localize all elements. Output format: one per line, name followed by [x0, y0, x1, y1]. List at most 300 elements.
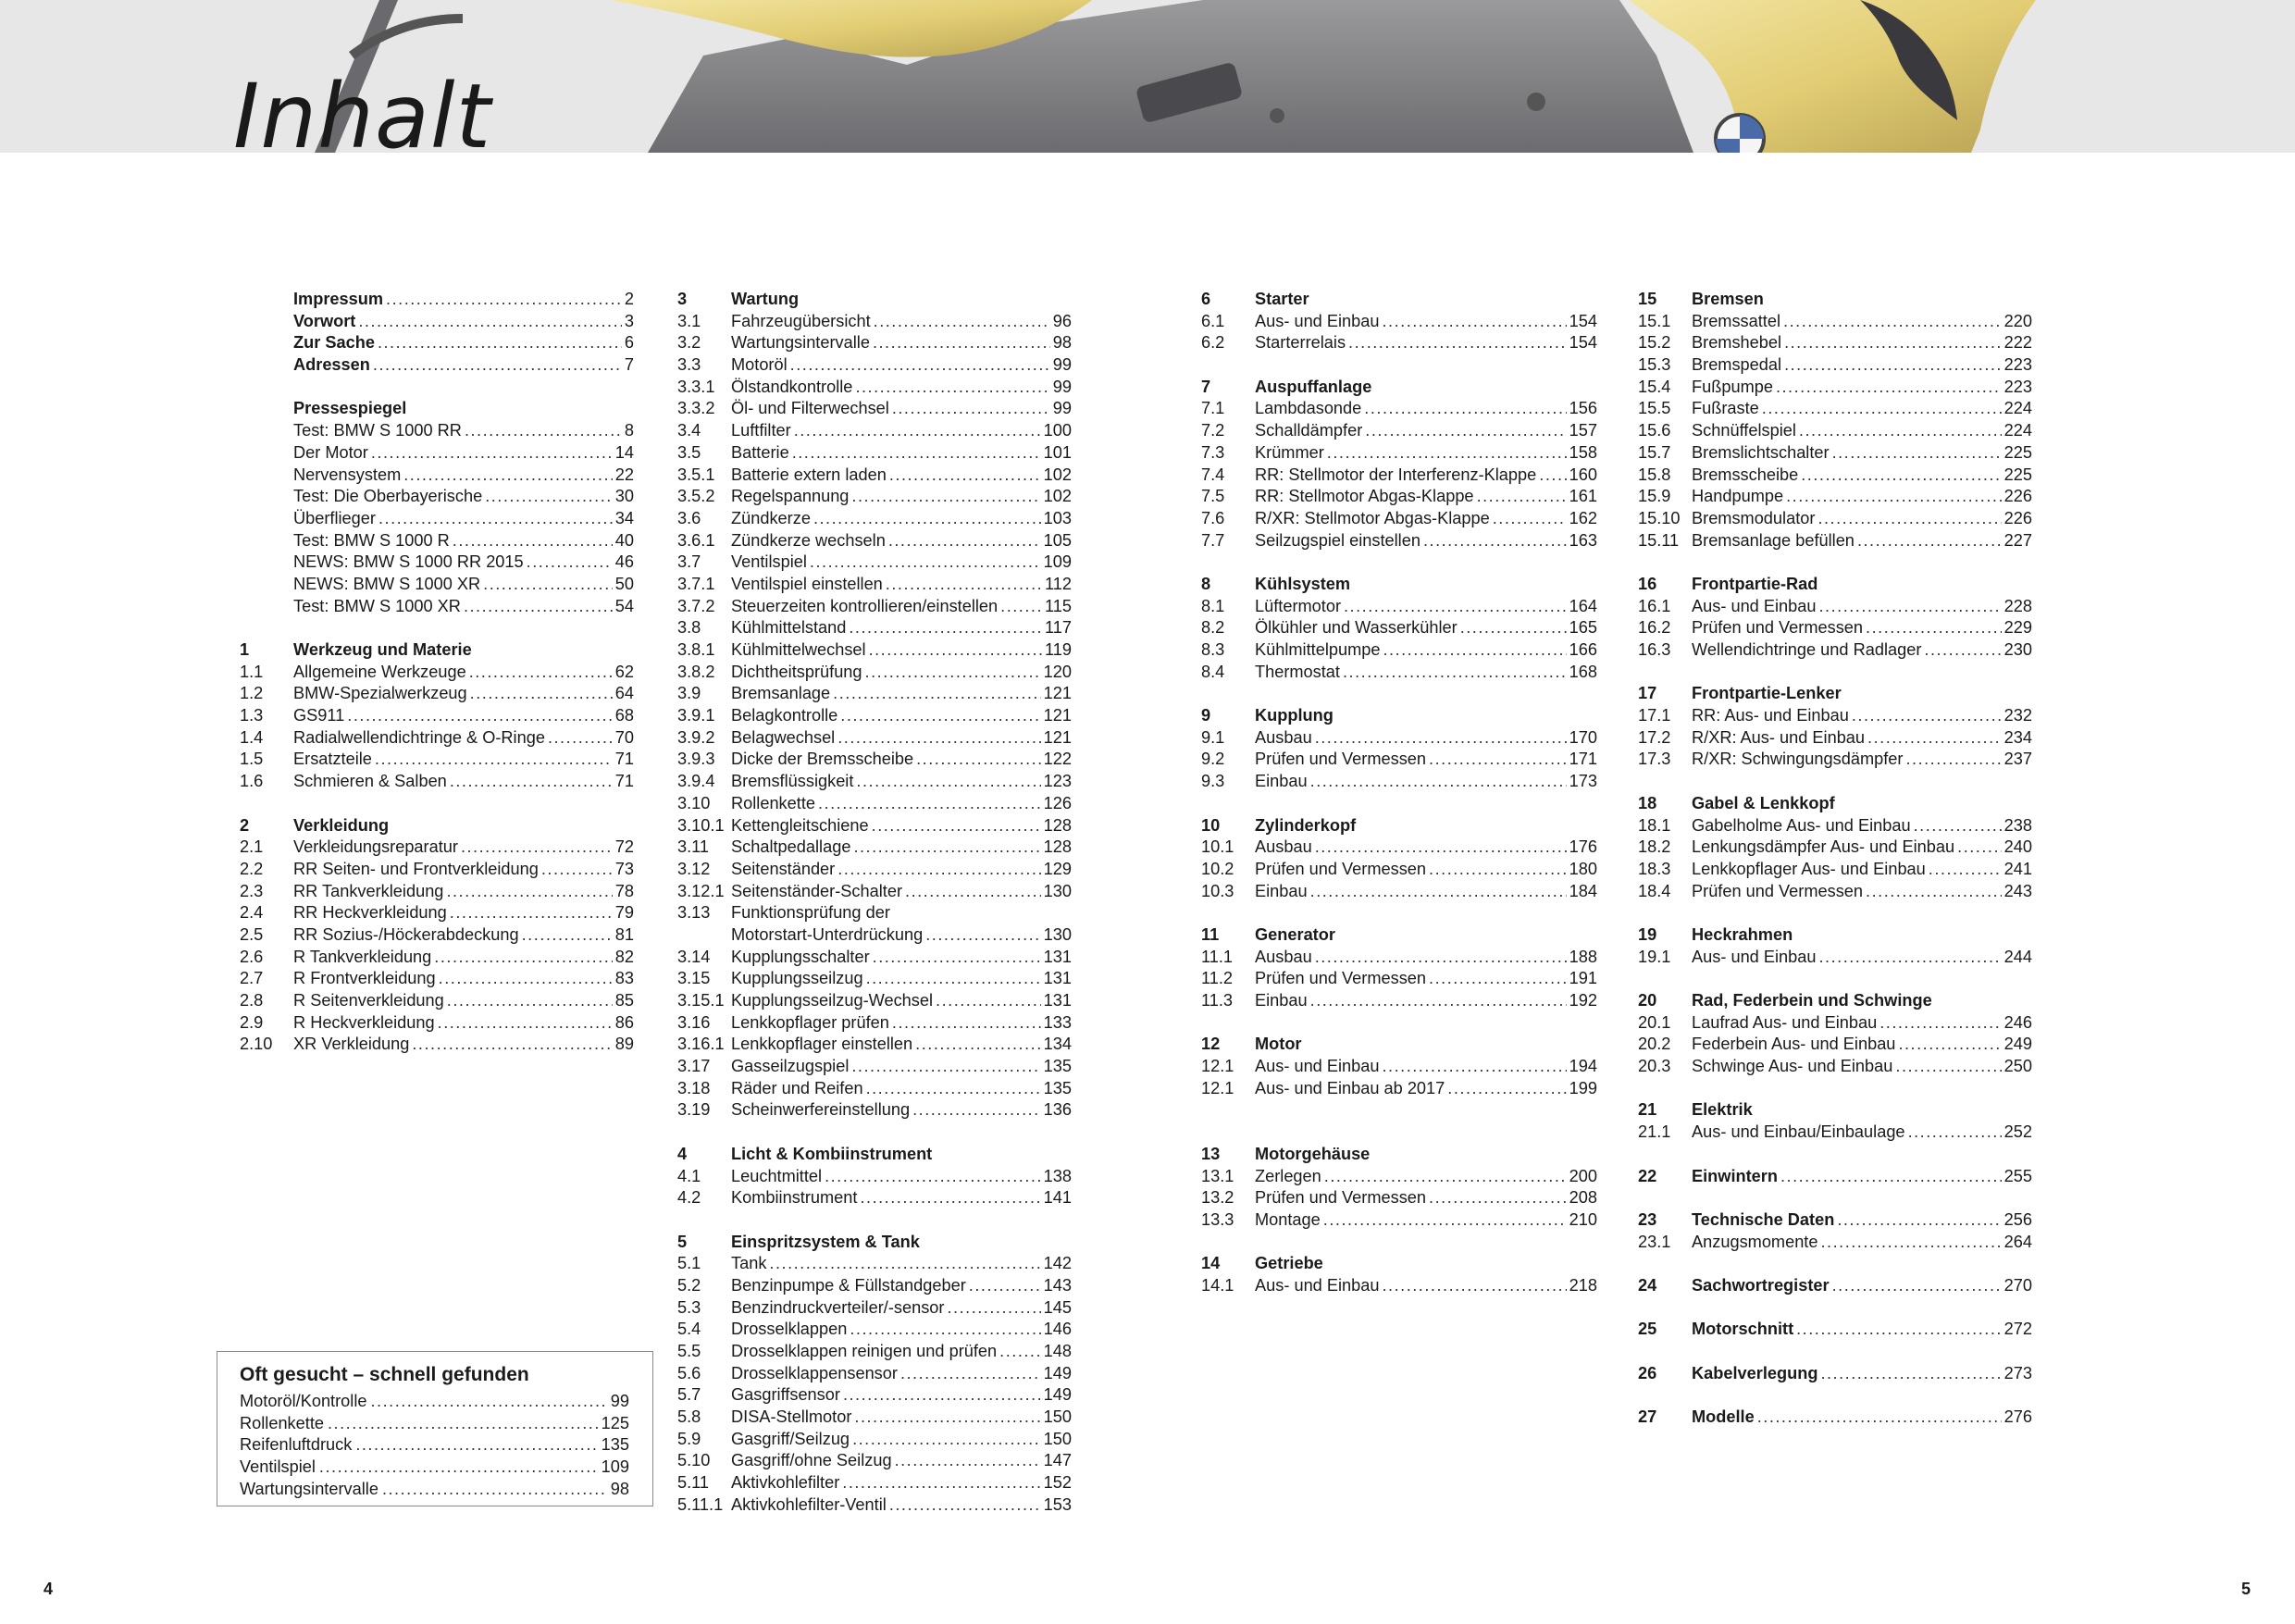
dot-leader — [892, 398, 1050, 420]
quick-reference-item[interactable] — [240, 1434, 629, 1457]
toc-entry[interactable] — [1201, 1078, 1597, 1100]
toc-page-number: 168 — [1569, 662, 1597, 681]
toc-title: Luftfilter — [731, 421, 791, 440]
toc-entry[interactable] — [1638, 947, 2032, 969]
quick-reference-item[interactable] — [240, 1413, 629, 1435]
toc-title: Einbau — [1255, 991, 1308, 1010]
toc-entry[interactable] — [240, 947, 634, 969]
toc-title: Zündkerze — [731, 508, 811, 527]
toc-entry[interactable] — [1638, 617, 2032, 639]
toc-page-number: 121 — [1043, 684, 1072, 703]
toc-entry[interactable] — [1638, 837, 2032, 859]
toc-entry[interactable] — [1201, 1275, 1597, 1297]
toc-title: Motorstart-Unterdrückung — [731, 924, 924, 944]
toc-title: Sachwortregister — [1692, 1275, 1830, 1295]
quick-reference-title: Oft gesucht – schnell gefunden — [240, 1364, 529, 1385]
dot-leader — [1852, 705, 2002, 727]
toc-page-number: 276 — [2003, 1407, 2032, 1427]
toc-entry[interactable] — [1638, 508, 2032, 530]
toc-number: 3.14 — [677, 947, 711, 966]
toc-page-number: 234 — [2003, 727, 2032, 747]
toc-entry[interactable] — [240, 465, 634, 487]
toc-page-number: 73 — [614, 859, 634, 878]
toc-number: 15.2 — [1638, 333, 1671, 353]
toc-entry[interactable] — [1201, 968, 1597, 990]
toc-entry[interactable] — [677, 465, 1072, 487]
toc-entry[interactable] — [677, 1253, 1072, 1275]
dot-leader — [1799, 420, 2002, 442]
toc-page-number: 270 — [2003, 1275, 2032, 1295]
toc-page-number: 223 — [2003, 355, 2032, 375]
toc-number: 7.3 — [1201, 442, 1225, 462]
dot-leader — [464, 596, 613, 618]
toc-page-number: 229 — [2003, 618, 2032, 638]
toc-entry[interactable] — [240, 574, 634, 596]
toc-entry[interactable] — [1638, 486, 2032, 508]
toc-number: 5 — [677, 1232, 688, 1251]
toc-entry[interactable] — [1201, 465, 1597, 487]
toc-entry[interactable] — [240, 508, 634, 530]
toc-section-heading[interactable] — [1638, 990, 2032, 1012]
toc-entry[interactable] — [240, 859, 634, 881]
toc-entry[interactable] — [240, 420, 634, 442]
toc-entry[interactable] — [677, 596, 1072, 618]
toc-section-heading[interactable] — [1201, 289, 1597, 311]
toc-title: Batterie — [731, 442, 789, 462]
toc-entry[interactable] — [240, 442, 634, 465]
dot-leader — [1866, 617, 2002, 639]
toc-page-number: 103 — [1043, 508, 1072, 527]
toc-section-heading[interactable] — [1201, 1034, 1597, 1056]
toc-entry[interactable] — [1201, 881, 1597, 903]
toc-entry[interactable] — [1201, 398, 1597, 420]
toc-number: 23.1 — [1638, 1232, 1671, 1251]
toc-section-heading[interactable] — [1201, 924, 1597, 947]
toc-entry[interactable] — [1638, 398, 2032, 420]
toc-page-number: 166 — [1569, 640, 1597, 659]
dot-leader — [1429, 859, 1567, 881]
toc-entry[interactable] — [677, 508, 1072, 530]
toc-entry[interactable] — [677, 398, 1072, 420]
toc-section-heading[interactable] — [1201, 705, 1597, 727]
toc-column-3 — [1201, 289, 1597, 1297]
toc-entry[interactable] — [677, 354, 1072, 377]
toc-entry[interactable] — [1201, 1209, 1597, 1232]
toc-title: Lenkkopflager Aus- und Einbau — [1692, 859, 1926, 878]
toc-entry[interactable] — [240, 771, 634, 793]
toc-entry[interactable] — [240, 486, 634, 508]
toc-section-heading[interactable] — [1638, 1166, 2032, 1188]
toc-entry[interactable] — [677, 1363, 1072, 1385]
toc-entry[interactable] — [677, 683, 1072, 705]
toc-entry[interactable] — [240, 530, 634, 552]
dot-leader — [1310, 990, 1567, 1012]
dot-leader — [866, 968, 1041, 990]
toc-entry[interactable] — [677, 771, 1072, 793]
toc-spacer — [1638, 1384, 2032, 1407]
toc-entry[interactable] — [677, 749, 1072, 771]
dot-leader — [905, 881, 1041, 903]
toc-page-number: 22 — [614, 465, 634, 484]
toc-entry[interactable] — [1201, 859, 1597, 881]
toc-entry[interactable] — [677, 442, 1072, 465]
toc-section-heading[interactable] — [1201, 1253, 1597, 1275]
toc-entry[interactable] — [1638, 639, 2032, 662]
toc-entry[interactable] — [1201, 771, 1597, 793]
toc-entry[interactable] — [240, 727, 634, 750]
dot-leader — [1310, 881, 1567, 903]
dot-leader — [1784, 354, 2002, 377]
toc-entry[interactable] — [1638, 311, 2032, 333]
toc-entry[interactable] — [677, 332, 1072, 354]
toc-title: Generator — [1255, 924, 1335, 944]
toc-number: 1.1 — [240, 662, 264, 681]
toc-entry[interactable] — [240, 683, 634, 705]
toc-number: 8.1 — [1201, 596, 1225, 615]
toc-entry[interactable] — [1201, 530, 1597, 552]
toc-entry[interactable] — [677, 1407, 1072, 1429]
toc-section-heading[interactable] — [1638, 793, 2032, 815]
toc-entry[interactable] — [240, 596, 634, 618]
toc-entry[interactable] — [677, 1099, 1072, 1122]
toc-title: Bremsen — [1692, 290, 1764, 308]
toc-title: Bremssattel — [1692, 311, 1781, 330]
toc-entry[interactable] — [240, 1034, 634, 1056]
toc-title: Kühlmittelpumpe — [1255, 640, 1381, 659]
toc-entry[interactable] — [677, 1472, 1072, 1494]
toc-entry[interactable] — [1638, 859, 2032, 881]
toc-entry[interactable] — [1201, 749, 1597, 771]
toc-entry[interactable] — [677, 530, 1072, 552]
toc-entry[interactable] — [677, 1319, 1072, 1341]
toc-title: Aus- und Einbau — [1692, 947, 1817, 966]
toc-entry[interactable] — [1201, 727, 1597, 750]
toc-number: 19 — [1638, 924, 1657, 944]
toc-entry[interactable] — [1201, 639, 1597, 662]
toc-title: Licht & Kombiinstrument — [731, 1144, 933, 1163]
toc-section-heading[interactable] — [1201, 815, 1597, 837]
toc-entry[interactable] — [240, 924, 634, 947]
toc-entry[interactable] — [240, 311, 634, 333]
toc-page-number: 142 — [1043, 1254, 1072, 1273]
toc-entry[interactable] — [1201, 442, 1597, 465]
toc-number: 3.4 — [677, 421, 701, 440]
toc-section-heading[interactable] — [1638, 1209, 2032, 1232]
toc-entry[interactable] — [240, 289, 634, 311]
toc-entry[interactable] — [1638, 815, 2032, 837]
toc-title: Zylinderkopf — [1255, 815, 1357, 835]
toc-title: Öl- und Filterwechsel — [731, 399, 889, 418]
toc-title: Motor — [1255, 1035, 1302, 1054]
toc-section-heading[interactable] — [677, 1144, 1072, 1166]
toc-entry[interactable] — [1638, 1012, 2032, 1035]
toc-page-number: 162 — [1569, 508, 1597, 527]
toc-entry[interactable] — [677, 1384, 1072, 1407]
toc-number: 15.8 — [1638, 465, 1671, 484]
toc-page-number: 160 — [1569, 465, 1597, 484]
toc-entry[interactable] — [1638, 727, 2032, 750]
toc-entry[interactable] — [1638, 332, 2032, 354]
toc-title: Motoröl/Kontrolle — [240, 1392, 367, 1410]
toc-number: 16.1 — [1638, 596, 1671, 615]
toc-section-heading[interactable] — [1201, 377, 1597, 399]
toc-entry[interactable] — [1201, 311, 1597, 333]
toc-entry[interactable] — [677, 837, 1072, 859]
toc-entry[interactable] — [677, 552, 1072, 574]
toc-entry[interactable] — [677, 1034, 1072, 1056]
toc-section-heading[interactable] — [240, 815, 634, 837]
toc-entry[interactable] — [677, 968, 1072, 990]
toc-number: 7 — [1201, 377, 1211, 396]
toc-entry[interactable] — [677, 1494, 1072, 1517]
toc-page-number: 228 — [2003, 596, 2032, 615]
dot-leader — [1908, 1122, 2002, 1144]
toc-entry[interactable] — [677, 662, 1072, 684]
toc-entry[interactable] — [1638, 1056, 2032, 1078]
toc-entry[interactable] — [1638, 354, 2032, 377]
dot-leader — [947, 1297, 1040, 1320]
toc-page-number: 129 — [1043, 859, 1072, 878]
dot-leader — [790, 354, 1050, 377]
toc-number: 3.13 — [677, 903, 711, 923]
toc-entry[interactable] — [677, 486, 1072, 508]
toc-entry[interactable] — [677, 1056, 1072, 1078]
toc-page-number: 146 — [1043, 1320, 1072, 1339]
toc-entry[interactable] — [240, 552, 634, 574]
toc-entry[interactable] — [1638, 442, 2032, 465]
toc-number: 3.10.1 — [677, 815, 725, 835]
toc-section-heading[interactable] — [240, 639, 634, 662]
toc-page-number: 157 — [1569, 421, 1597, 440]
toc-entry[interactable] — [677, 1297, 1072, 1320]
toc-title: Ventilspiel — [240, 1457, 316, 1477]
toc-title: Anzugsmomente — [1692, 1232, 1818, 1251]
toc-entry[interactable] — [240, 837, 634, 859]
toc-entry[interactable] — [240, 705, 634, 727]
toc-number: 3.17 — [677, 1057, 711, 1076]
toc-spacer — [1638, 968, 2032, 990]
dot-leader — [888, 530, 1041, 552]
toc-entry[interactable] — [677, 902, 1072, 924]
toc-entry[interactable] — [1201, 837, 1597, 859]
toc-entry[interactable] — [240, 749, 634, 771]
quick-reference-item[interactable] — [240, 1479, 629, 1501]
toc-title: Gasgriffsensor — [731, 1385, 840, 1405]
toc-entry[interactable] — [1201, 332, 1597, 354]
dot-leader — [1796, 1319, 2002, 1341]
toc-entry[interactable] — [677, 859, 1072, 881]
toc-title: Tank — [731, 1254, 767, 1273]
toc-page-number: 208 — [1569, 1188, 1597, 1208]
toc-entry[interactable] — [1638, 465, 2032, 487]
toc-entry[interactable] — [677, 574, 1072, 596]
toc-number: 3.3.1 — [677, 377, 715, 396]
toc-entry[interactable] — [1201, 420, 1597, 442]
toc-column-4 — [1638, 289, 2032, 1429]
toc-number: 23 — [1638, 1209, 1657, 1229]
dot-leader — [1324, 1166, 1567, 1188]
toc-page-number: 238 — [2003, 815, 2032, 835]
toc-number: 3.12 — [677, 859, 711, 878]
toc-entry[interactable] — [677, 793, 1072, 815]
dot-leader — [1929, 859, 2002, 881]
toc-section-heading[interactable] — [1638, 289, 2032, 311]
toc-entry[interactable] — [240, 332, 634, 354]
toc-entry[interactable] — [677, 705, 1072, 727]
toc-section-heading[interactable] — [1638, 1363, 2032, 1385]
toc-section-heading[interactable] — [677, 1232, 1072, 1254]
toc-entry[interactable] — [677, 924, 1072, 947]
toc-entry[interactable] — [677, 727, 1072, 750]
toc-entry[interactable] — [677, 815, 1072, 837]
toc-page-number: 46 — [614, 552, 634, 572]
toc-section-heading[interactable] — [240, 398, 634, 420]
toc-entry[interactable] — [677, 1341, 1072, 1363]
toc-entry[interactable] — [1201, 1187, 1597, 1209]
toc-title: Heckrahmen — [1692, 924, 1793, 944]
toc-entry[interactable] — [677, 1078, 1072, 1100]
toc-section-heading[interactable] — [677, 289, 1072, 311]
toc-title: Prüfen und Vermessen — [1255, 969, 1427, 988]
toc-page-number: 152 — [1043, 1473, 1072, 1493]
toc-number: 13.3 — [1201, 1209, 1234, 1229]
toc-number: 11.3 — [1201, 991, 1234, 1010]
toc-entry[interactable] — [1201, 486, 1597, 508]
toc-section-heading[interactable] — [1201, 574, 1597, 596]
toc-entry[interactable] — [1201, 508, 1597, 530]
toc-entry[interactable] — [1638, 1034, 2032, 1056]
toc-section-heading[interactable] — [1201, 1144, 1597, 1166]
dot-leader — [842, 1472, 1040, 1494]
quick-reference-item[interactable] — [240, 1457, 629, 1479]
toc-entry[interactable] — [677, 1012, 1072, 1035]
toc-entry[interactable] — [240, 902, 634, 924]
toc-entry[interactable] — [677, 420, 1072, 442]
toc-page-number: 98 — [1052, 333, 1072, 353]
toc-entry[interactable] — [677, 1450, 1072, 1472]
toc-entry[interactable] — [677, 1187, 1072, 1209]
toc-title: Seitenständer-Schalter — [731, 881, 903, 900]
toc-entry[interactable] — [1638, 881, 2032, 903]
toc-page-number: 79 — [614, 903, 634, 923]
toc-page-number: 163 — [1569, 530, 1597, 550]
dot-leader — [378, 508, 613, 530]
toc-entry[interactable] — [1638, 1232, 2032, 1254]
toc-entry[interactable] — [240, 881, 634, 903]
toc-page-number: 100 — [1043, 421, 1072, 440]
toc-number: 11.1 — [1201, 947, 1234, 966]
toc-entry[interactable] — [240, 1012, 634, 1035]
toc-entry[interactable] — [1201, 1166, 1597, 1188]
toc-section-heading[interactable] — [1638, 924, 2032, 947]
toc-entry[interactable] — [1201, 662, 1597, 684]
toc-entry[interactable] — [677, 881, 1072, 903]
toc-title: Schmieren & Salben — [293, 772, 447, 791]
toc-page-number: 112 — [1045, 574, 1072, 593]
toc-entry[interactable] — [1638, 749, 2032, 771]
toc-entry[interactable] — [1638, 377, 2032, 399]
toc-entry[interactable] — [1638, 530, 2032, 552]
dot-leader — [1382, 1275, 1566, 1297]
toc-entry[interactable] — [1638, 596, 2032, 618]
toc-section-heading[interactable] — [1638, 1319, 2032, 1341]
dot-leader — [792, 442, 1041, 465]
dot-leader — [865, 662, 1041, 684]
toc-title: Elektrik — [1692, 1100, 1753, 1120]
toc-number: 5.11 — [677, 1473, 710, 1493]
dot-leader — [1539, 465, 1566, 487]
toc-entry[interactable] — [677, 639, 1072, 662]
toc-section-heading[interactable] — [1638, 574, 2032, 596]
toc-entry[interactable] — [677, 1166, 1072, 1188]
toc-entry[interactable] — [1201, 990, 1597, 1012]
toc-entry[interactable] — [1201, 947, 1597, 969]
toc-title: Aus- und Einbau — [1255, 311, 1380, 330]
toc-entry[interactable] — [1638, 705, 2032, 727]
toc-entry[interactable] — [677, 311, 1072, 333]
toc-page-number: 71 — [614, 750, 634, 769]
toc-entry[interactable] — [240, 968, 634, 990]
toc-entry[interactable] — [677, 377, 1072, 399]
dot-leader — [1429, 1187, 1567, 1209]
toc-entry[interactable] — [1201, 596, 1597, 618]
toc-title: Dicke der Bremsscheibe — [731, 750, 914, 769]
toc-section-heading[interactable] — [1638, 1275, 2032, 1297]
toc-title: Steuerzeiten kontrollieren/einstellen — [731, 596, 999, 615]
toc-title: Seilzugspiel einstellen — [1255, 530, 1420, 550]
toc-page-number: 135 — [1043, 1057, 1072, 1076]
dot-leader — [850, 1319, 1040, 1341]
toc-entry[interactable] — [240, 990, 634, 1012]
dot-leader — [969, 1275, 1041, 1297]
toc-section-heading[interactable] — [1638, 1407, 2032, 1429]
toc-title: Radialwellendichtringe & O-Ringe — [293, 727, 545, 747]
toc-title: Lambdasonde — [1255, 399, 1362, 418]
toc-number: 8.3 — [1201, 640, 1225, 659]
toc-page-number: 128 — [1043, 815, 1072, 835]
dot-leader — [925, 924, 1040, 947]
toc-title: Einwintern — [1692, 1166, 1778, 1185]
toc-number: 10.1 — [1201, 837, 1234, 857]
toc-number: 26 — [1638, 1363, 1657, 1382]
toc-entry[interactable] — [677, 1429, 1072, 1451]
dot-leader — [852, 1429, 1041, 1451]
dot-leader — [1801, 465, 2001, 487]
toc-entry[interactable] — [677, 947, 1072, 969]
toc-entry[interactable] — [240, 662, 634, 684]
toc-entry[interactable] — [1638, 420, 2032, 442]
toc-number: 7.1 — [1201, 399, 1225, 418]
dot-leader — [319, 1457, 599, 1479]
toc-title: Modelle — [1692, 1407, 1755, 1427]
toc-title: Prüfen und Vermessen — [1692, 618, 1864, 638]
toc-number: 17.2 — [1638, 727, 1671, 747]
toc-entry[interactable] — [240, 354, 634, 377]
toc-entry[interactable] — [677, 617, 1072, 639]
dot-leader — [370, 1391, 607, 1413]
quick-reference-item[interactable] — [240, 1391, 629, 1413]
toc-section-heading[interactable] — [1638, 683, 2032, 705]
toc-entry[interactable] — [1201, 1056, 1597, 1078]
toc-entry[interactable] — [677, 1275, 1072, 1297]
toc-section-heading[interactable] — [1638, 1099, 2032, 1122]
toc-entry[interactable] — [1638, 1122, 2032, 1144]
toc-entry[interactable] — [677, 990, 1072, 1012]
toc-page-number: 149 — [1043, 1363, 1072, 1382]
toc-spacer — [1201, 683, 1597, 705]
toc-number: 3.11 — [677, 837, 710, 857]
toc-entry[interactable] — [1201, 617, 1597, 639]
